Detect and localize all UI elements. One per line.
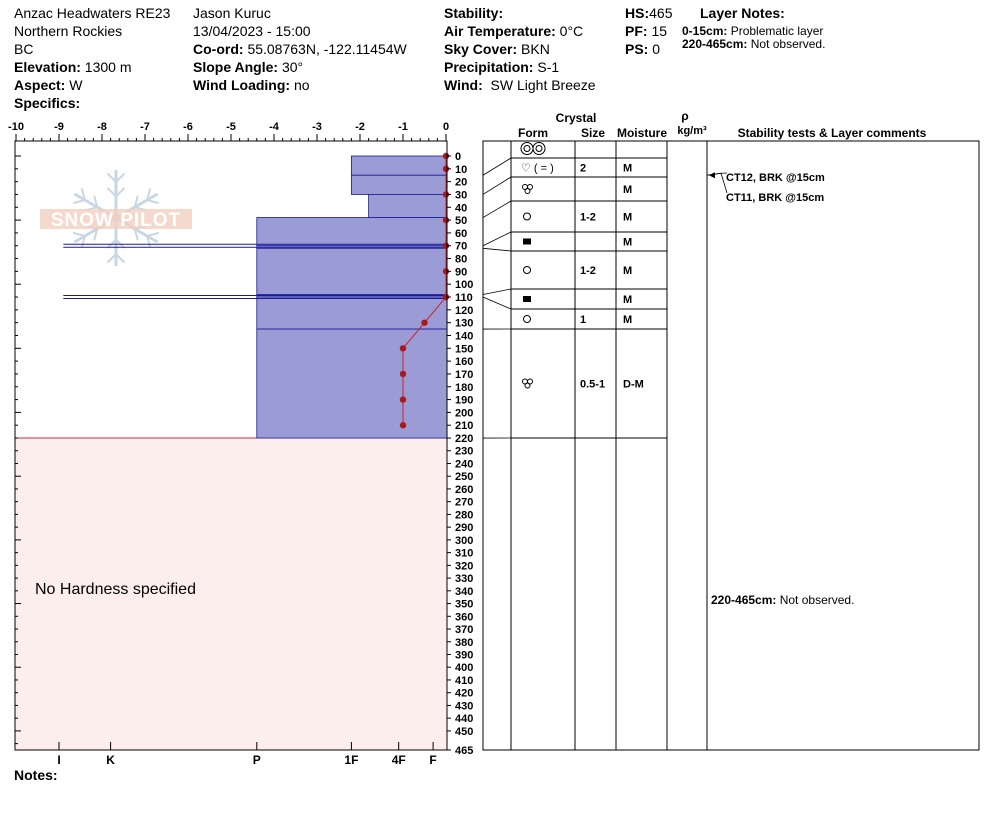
stability-arrowhead bbox=[709, 172, 715, 178]
depth-tick-label: 110 bbox=[455, 292, 473, 305]
row-connector bbox=[483, 248, 511, 251]
depth-tick-label: 410 bbox=[455, 674, 474, 687]
depth-tick-label: 440 bbox=[455, 713, 474, 726]
depth-tick-label: 200 bbox=[455, 407, 474, 420]
depth-tick-label: 320 bbox=[455, 560, 474, 573]
temperature-point bbox=[400, 345, 406, 351]
depth-tick-label: 250 bbox=[455, 471, 474, 484]
size-value: 1 bbox=[580, 314, 587, 326]
hardness-label: 4F bbox=[391, 753, 406, 767]
depth-tick-label: 310 bbox=[455, 547, 474, 560]
depth-tick-label: 130 bbox=[455, 317, 474, 330]
moisture-value: M bbox=[623, 236, 633, 249]
depth-tick-label: 90 bbox=[455, 266, 468, 279]
moisture-value: D-M bbox=[623, 378, 644, 391]
precipitation: Precipitation: S-1 bbox=[444, 59, 560, 75]
form-icon bbox=[521, 143, 533, 155]
depth-tick-label: 220 bbox=[455, 433, 474, 446]
temp-tick-label: 0 bbox=[442, 121, 450, 133]
depth-tick-label: 400 bbox=[455, 662, 474, 675]
col-header-comments: Stability tests & Layer comments bbox=[737, 126, 927, 140]
hardness-label: 1F bbox=[344, 753, 359, 767]
form-icon bbox=[524, 213, 531, 220]
depth-tick-label: 210 bbox=[455, 420, 474, 433]
size-value: 1-2 bbox=[580, 211, 596, 224]
hardness-layer bbox=[257, 329, 447, 438]
hardness-layer bbox=[257, 218, 447, 246]
layer-note: 0-15cm: Problematic layer bbox=[682, 24, 824, 38]
moisture-value: M bbox=[623, 211, 633, 224]
wind: Wind: SW Light Breeze bbox=[444, 77, 596, 93]
depth-tick-label: 140 bbox=[455, 330, 474, 343]
depth-tick-label: 280 bbox=[455, 509, 474, 522]
temperature-point bbox=[421, 319, 427, 325]
layer-note: 220-465cm: Not observed. bbox=[682, 37, 826, 51]
stability-arrow bbox=[707, 173, 727, 193]
depth-tick-label: 330 bbox=[455, 573, 474, 586]
snowflake-branch bbox=[73, 200, 85, 203]
form-icon bbox=[525, 189, 530, 194]
snowpilot-logo bbox=[40, 170, 192, 266]
depth-tick-label: 20 bbox=[455, 176, 468, 189]
layer-notes-title: Layer Notes: bbox=[700, 5, 785, 21]
slope-angle: Slope Angle: 30° bbox=[193, 59, 304, 75]
size-value: 1-2 bbox=[580, 265, 596, 277]
depth-tick-label: 0 bbox=[455, 151, 462, 163]
depth-tick-label: 10 bbox=[455, 163, 468, 176]
snowflake-branch bbox=[73, 233, 85, 236]
state: BC bbox=[14, 41, 34, 57]
layer-comment: 220-465cm: Not observed. bbox=[711, 593, 855, 607]
col-header-moisture: Moisture bbox=[616, 126, 668, 140]
no-hardness-label: No Hardness specified bbox=[35, 581, 196, 598]
depth-tick-label: 450 bbox=[455, 725, 474, 738]
hardness-layer bbox=[351, 175, 447, 194]
temp-tick-label: -7 bbox=[140, 121, 150, 133]
form-icon bbox=[533, 143, 545, 155]
pf: PF: 15 bbox=[625, 23, 668, 39]
row-connector bbox=[483, 158, 511, 175]
sky-cover: Sky Cover: BKN bbox=[444, 41, 550, 57]
form-icon bbox=[523, 296, 531, 302]
range: Northern Rockies bbox=[14, 23, 123, 39]
depth-tick-label: 380 bbox=[455, 636, 474, 649]
moisture-value: M bbox=[623, 184, 633, 196]
depth-tick-label: 230 bbox=[455, 445, 474, 458]
depth-tick-label: 100 bbox=[455, 279, 474, 292]
depth-tick-label: 30 bbox=[455, 189, 468, 202]
depth-tick-label: 420 bbox=[455, 687, 474, 700]
moisture-value: M bbox=[623, 265, 633, 277]
form-icon bbox=[523, 239, 531, 245]
hardness-layer bbox=[257, 248, 447, 294]
depth-tick-label: 390 bbox=[455, 649, 474, 662]
col-header-crystal: Crystal bbox=[555, 111, 597, 125]
stability-test: CT11, BRK @15cm bbox=[726, 192, 825, 204]
temp-tick-label: -4 bbox=[269, 121, 279, 133]
logo-text: SNOW PILOT bbox=[50, 210, 182, 231]
moisture-value: M bbox=[623, 162, 633, 175]
temp-tick-label: -5 bbox=[226, 121, 236, 133]
moisture-value: M bbox=[623, 314, 633, 326]
snowflake-branch bbox=[147, 233, 159, 236]
depth-tick-label: 60 bbox=[455, 227, 468, 240]
hardness-layer bbox=[351, 156, 447, 175]
specifics: Specifics: bbox=[14, 95, 81, 111]
hardness-label: I bbox=[57, 753, 61, 767]
size-value: 0.5-1 bbox=[580, 378, 606, 391]
depth-tick-label: 70 bbox=[455, 240, 468, 253]
row-connector bbox=[483, 177, 511, 194]
depth-tick-label: 50 bbox=[455, 215, 468, 228]
row-connector bbox=[483, 297, 511, 309]
depth-tick-label: 80 bbox=[455, 253, 468, 266]
depth-tick-label: 340 bbox=[455, 585, 474, 598]
depth-tick-label: 270 bbox=[455, 496, 474, 509]
elevation: Elevation: 1300 m bbox=[14, 59, 132, 75]
hardness-label: F bbox=[429, 753, 437, 767]
col-header-size: Size bbox=[580, 126, 606, 140]
hardness-label: P bbox=[252, 753, 261, 767]
depth-tick-label: 350 bbox=[455, 598, 474, 611]
form-icon bbox=[524, 146, 530, 152]
hardness-layer bbox=[257, 297, 447, 329]
form-icon bbox=[524, 267, 531, 274]
hardness-label: K bbox=[106, 753, 115, 767]
size-value: 2 bbox=[580, 162, 587, 175]
depth-tick-label: 430 bbox=[455, 700, 474, 713]
temp-tick-label: -9 bbox=[54, 121, 64, 133]
temp-tick-label: -10 bbox=[8, 121, 24, 133]
depth-tick-label: 300 bbox=[455, 534, 474, 547]
col-header-form: Form bbox=[518, 126, 548, 140]
depth-tick-label: 260 bbox=[455, 483, 474, 496]
ps: PS: 0 bbox=[625, 41, 661, 57]
wind-loading: Wind Loading: no bbox=[193, 77, 310, 93]
depth-tick-label: 240 bbox=[455, 458, 474, 471]
col-header-density-unit: kg/m³ bbox=[677, 125, 707, 137]
depth-tick-label: 190 bbox=[455, 394, 474, 407]
moisture-value: M bbox=[623, 294, 633, 306]
temp-tick-label: -3 bbox=[312, 121, 322, 133]
observer: Jason Kuruc bbox=[193, 5, 271, 21]
depth-tick-label: 40 bbox=[455, 202, 468, 215]
form-icon bbox=[524, 316, 531, 323]
row-connector bbox=[483, 289, 511, 294]
depth-tick-label: 160 bbox=[455, 356, 474, 369]
temperature-point bbox=[400, 396, 406, 402]
depth-tick-label: 370 bbox=[455, 624, 474, 637]
stability: Stability: bbox=[444, 5, 504, 21]
col-header-density-symbol: ρ bbox=[681, 109, 689, 123]
coordinates: Co-ord: 55.08763N, -122.11454W bbox=[193, 41, 407, 57]
temperature-point bbox=[400, 371, 406, 377]
datetime: 13/04/2023 - 15:00 bbox=[193, 23, 311, 39]
row-connector bbox=[483, 232, 511, 246]
notes: Notes: bbox=[14, 767, 58, 783]
aspect: Aspect: W bbox=[14, 77, 83, 93]
temp-tick-label: -1 bbox=[398, 121, 408, 133]
depth-tick-label: 465 bbox=[455, 745, 474, 757]
depth-tick-label: 170 bbox=[455, 368, 474, 381]
form-icon bbox=[536, 146, 542, 152]
depth-tick-label: 360 bbox=[455, 611, 474, 624]
air-temperature: Air Temperature: 0°C bbox=[444, 23, 584, 39]
temp-tick-label: -6 bbox=[183, 121, 193, 133]
depth-tick-label: 150 bbox=[455, 343, 474, 356]
location: Anzac Headwaters RE23 bbox=[14, 5, 171, 21]
hs: HS:465 bbox=[625, 5, 673, 21]
depth-tick-label: 120 bbox=[455, 304, 474, 317]
depth-tick-label: 180 bbox=[455, 381, 474, 394]
form-icon: ♡ ( = ) bbox=[521, 162, 554, 175]
form-icon bbox=[525, 383, 530, 388]
temp-tick-label: -2 bbox=[355, 121, 365, 133]
temp-tick-label: -8 bbox=[97, 121, 107, 133]
depth-tick-label: 290 bbox=[455, 522, 474, 535]
temperature-point bbox=[400, 422, 406, 428]
row-connector bbox=[483, 201, 511, 218]
stability-test: CT12, BRK @15cm bbox=[726, 172, 825, 184]
snowflake-branch bbox=[147, 200, 159, 203]
hardness-layer bbox=[369, 194, 447, 217]
